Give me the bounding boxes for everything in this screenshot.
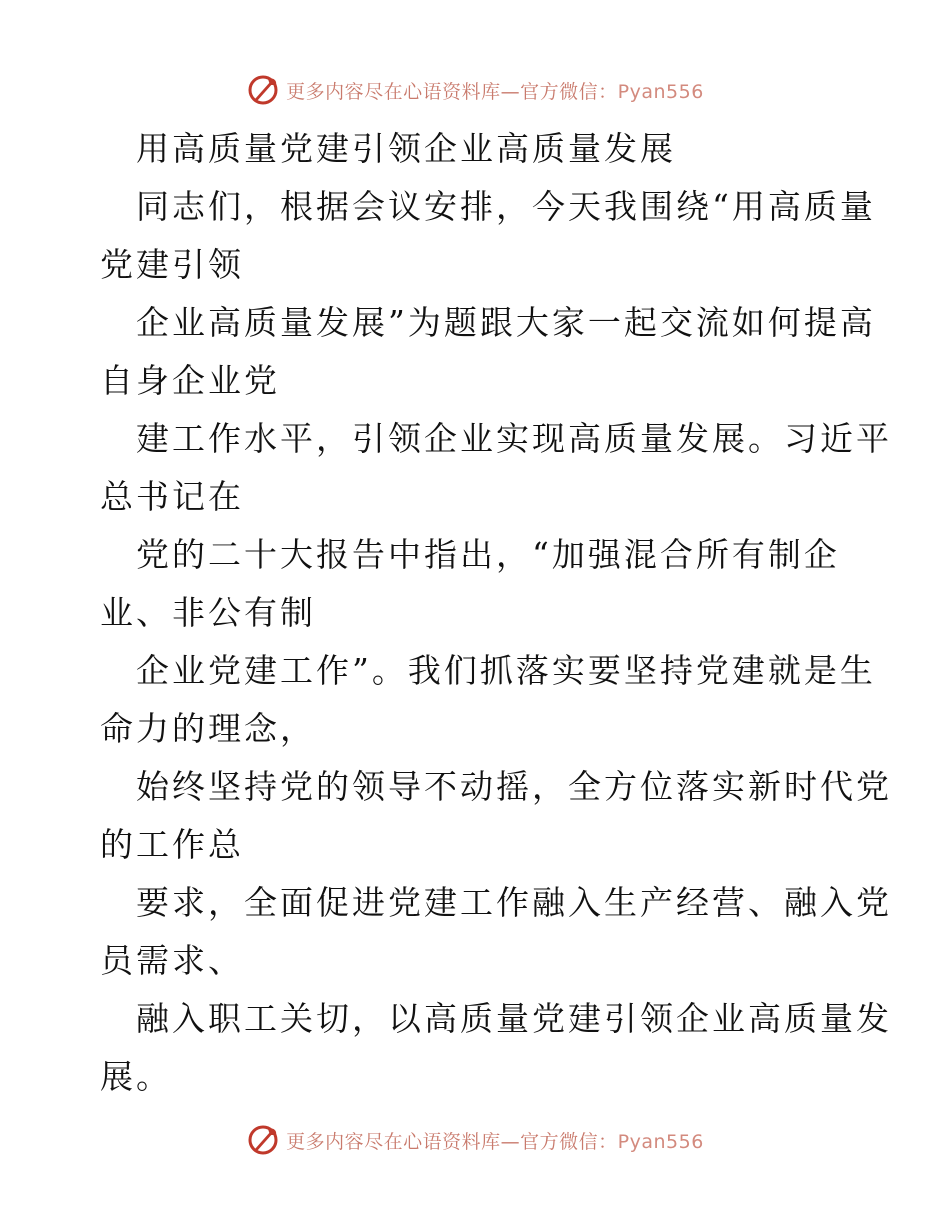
- watermark-text: 更多内容尽在心语资料库—官方微信：Pyan556: [286, 1130, 704, 1153]
- watermark-text: 更多内容尽在心语资料库—官方微信：Pyan556: [286, 80, 704, 103]
- quill-logo-icon: [246, 73, 280, 107]
- paragraph-line: 展。: [100, 1057, 172, 1096]
- header-watermark: [0, 70, 950, 110]
- paragraph-line: 自身企业党: [100, 361, 280, 400]
- paragraph-line: 要求，全面促进党建工作融入生产经营、融入党: [136, 883, 892, 922]
- watermark-group: [246, 1123, 704, 1157]
- paragraph-line: 命力的理念，: [100, 709, 316, 748]
- paragraph-line: 始终坚持党的领导不动摇，全方位落实新时代党: [136, 767, 892, 806]
- watermark-group: [246, 73, 704, 107]
- paragraph-line: 企业高质量发展”为题跟大家一起交流如何提高: [136, 303, 876, 342]
- document-title: 用高质量党建引领企业高质量发展: [136, 129, 676, 168]
- paragraph-line: 融入职工关切，以高质量党建引领企业高质量发: [136, 999, 892, 1038]
- document-body: [100, 120, 892, 1106]
- quill-logo-icon: [246, 1123, 280, 1157]
- paragraph-line: 业、非公有制: [100, 593, 316, 632]
- paragraph-line: 企业党建工作”。我们抓落实要坚持党建就是生: [136, 651, 876, 690]
- paragraph-line: 员需求、: [100, 941, 244, 980]
- paragraph-line: 的工作总: [100, 825, 244, 864]
- footer-watermark: [0, 1120, 950, 1160]
- paragraph-line: 同志们，根据会议安排，今天我围绕“用高质量: [136, 187, 876, 226]
- paragraph-line: 党建引领: [100, 245, 244, 284]
- paragraph-line: 总书记在: [100, 477, 244, 516]
- paragraph-line: 党的二十大报告中指出，“加强混合所有制企: [136, 535, 840, 574]
- paragraph-line: 建工作水平，引领企业实现高质量发展。习近平: [136, 419, 892, 458]
